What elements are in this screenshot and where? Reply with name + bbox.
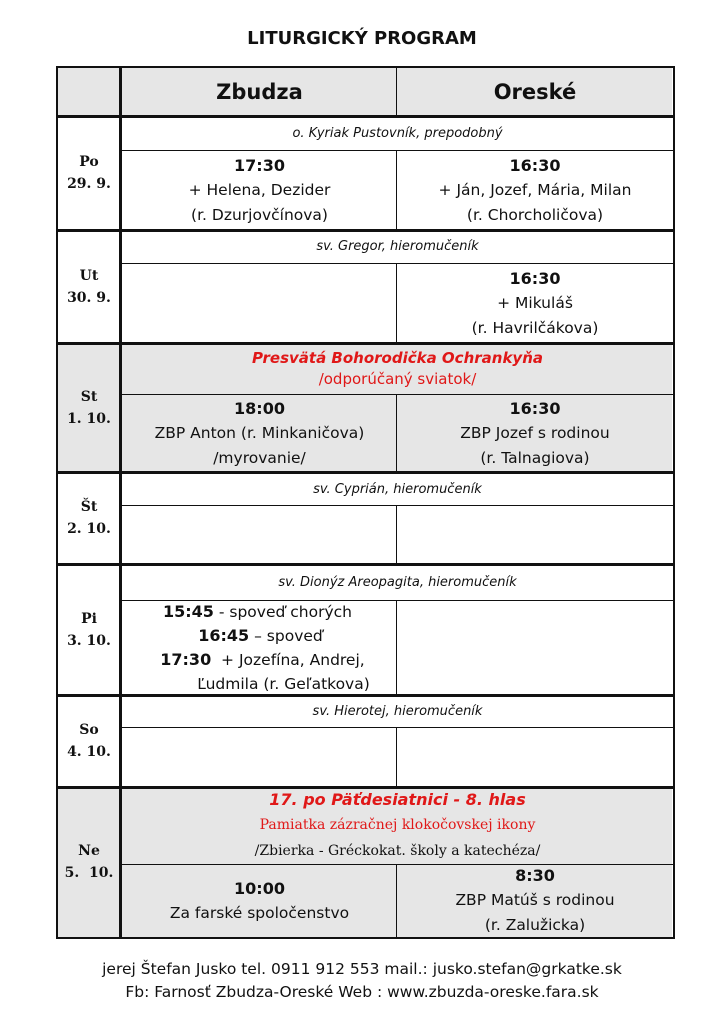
row-divider	[58, 229, 673, 232]
column-divider	[396, 505, 397, 564]
row-divider	[58, 115, 673, 118]
entry-time: 16:45	[198, 625, 250, 645]
feast-label: sv. Hierotej, hieromučeník	[312, 703, 483, 719]
feast-label: sv. Gregor, hieromučeník	[316, 239, 479, 254]
mass-entry-zbudza	[122, 394, 397, 472]
row-divider	[58, 786, 673, 789]
row-divider	[58, 342, 673, 345]
mass-time: 18:00	[234, 398, 285, 418]
day-date: 4. 10.	[67, 744, 111, 760]
row-divider	[58, 563, 673, 566]
day-name: Po	[79, 154, 99, 170]
entry-text: - spoveď chorých	[213, 602, 352, 621]
day-cell	[58, 695, 120, 787]
mass-intention: ZBP Matúš s rodinou	[455, 891, 615, 909]
day-cell	[58, 116, 120, 230]
day-date: 3. 10.	[67, 632, 111, 649]
column-divider	[396, 150, 397, 230]
page-title: LITURGICKÝ PROGRAM	[247, 28, 477, 49]
day-date: 5. 10.	[64, 865, 114, 881]
mass-time: 8:30	[515, 866, 555, 885]
schedule-table	[56, 66, 675, 939]
schedule-line	[198, 624, 323, 648]
day-name: Št	[80, 499, 98, 515]
mass-entry-oreske	[397, 394, 673, 472]
mass-time: 10:00	[234, 878, 285, 898]
day-date: 2. 10.	[67, 521, 111, 537]
column-divider	[396, 727, 397, 787]
mass-entry-oreske	[397, 864, 673, 937]
mass-family: (r. Chorcholičova)	[466, 205, 604, 224]
mass-entry-zbudza	[122, 600, 397, 695]
mass-family: (r. Dzurjovčínova)	[191, 205, 328, 224]
mass-intention: ZBP Jozef s rodinou	[460, 423, 610, 442]
mass-intention: + Ján, Jozef, Mária, Milan	[438, 180, 632, 199]
day-date: 1. 10.	[67, 410, 111, 427]
entry-text: + Jozefína, Andrej,	[211, 650, 365, 669]
entry-time: 17:30	[160, 649, 212, 669]
mass-entry-zbudza	[122, 864, 397, 937]
mass-note: /myrovanie/	[213, 448, 306, 467]
mass-time: 16:30	[509, 268, 561, 288]
date-column-divider	[119, 68, 122, 937]
mass-intention: + Helena, Dezider	[188, 180, 331, 199]
feast-block	[122, 787, 673, 864]
schedule-line	[197, 672, 370, 696]
mass-time: 16:30	[509, 155, 561, 175]
mass-time: 16:30	[509, 398, 561, 418]
mass-family: (r. Havrilčákova)	[471, 318, 599, 337]
mass-entry-oreske	[397, 150, 673, 230]
day-cell	[58, 787, 120, 937]
feast-sub: Pamiatka zázračnej klokočovskej ikony	[259, 817, 536, 833]
day-cell	[58, 230, 120, 343]
mass-intention: ZBP Anton (r. Minkaničova)	[154, 423, 365, 442]
day-cell	[58, 343, 120, 472]
day-name: Pi	[81, 610, 97, 627]
day-name: Ut	[79, 267, 99, 284]
mass-intention: Za farské spoločenstvo	[169, 903, 350, 922]
feast-note: /Zbierka - Gréckokat. školy a katechéza/	[254, 843, 541, 859]
entry-time: 15:45	[163, 601, 214, 621]
feast-block	[122, 343, 673, 394]
web-line: Fb: Farnosť Zbudza-Oreské Web : www.zbuzda-oreske.fara.sk	[125, 983, 599, 1001]
feast-label: 17. po Päťdesiatnici - 8. hlas	[269, 790, 526, 809]
feast-label: sv. Cyprián, hieromučeník	[313, 481, 482, 497]
day-date: 29. 9.	[67, 176, 111, 192]
row-divider	[58, 471, 673, 474]
entry-text: Ľudmila (r. Geľatkova)	[197, 674, 370, 693]
schedule-line	[160, 648, 364, 672]
column-header-oreske: Oreské	[493, 80, 577, 104]
mass-entry-oreske	[397, 263, 673, 343]
feast-label: Presvätá Bohorodička Ochrankyňa	[251, 348, 544, 367]
day-date: 30. 9.	[67, 289, 111, 306]
day-name: So	[79, 722, 99, 738]
column-header-zbudza: Zbudza	[216, 80, 303, 104]
feast-label: sv. Dionýz Areopagita, hieromučeník	[278, 574, 517, 590]
column-divider	[396, 600, 397, 695]
mass-time: 17:30	[234, 155, 285, 175]
column-divider	[396, 68, 397, 116]
day-name: St	[80, 388, 98, 405]
column-divider	[396, 263, 397, 343]
day-name: Ne	[78, 843, 100, 859]
contact-line: jerej Štefan Jusko tel. 0911 912 553 mail.: jusko.stefan@grkatke.sk	[102, 960, 622, 978]
schedule-line	[163, 600, 352, 624]
mass-family: (r. Zalužicka)	[484, 916, 586, 934]
mass-intention: + Mikuláš	[497, 293, 573, 312]
column-divider	[396, 394, 397, 472]
row-divider	[58, 694, 673, 697]
feast-label: o. Kyriak Pustovník, prepodobný	[292, 125, 503, 141]
day-cell	[58, 472, 120, 564]
column-divider	[396, 864, 397, 937]
mass-entry-zbudza	[122, 150, 397, 230]
entry-text: – spoveď	[249, 626, 323, 645]
mass-family: (r. Talnagiova)	[480, 448, 590, 467]
feast-note: /odporúčaný sviatok/	[318, 369, 477, 388]
day-cell	[58, 564, 120, 695]
